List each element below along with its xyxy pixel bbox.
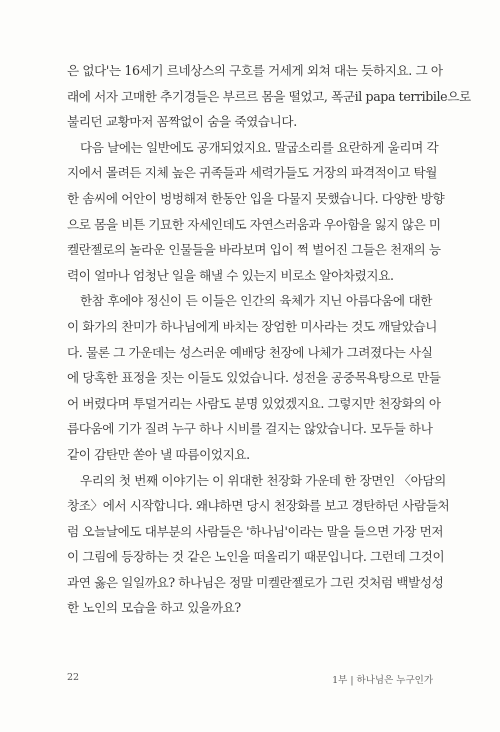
paragraph [67, 288, 441, 467]
text-line: 다음 날에는 일반에도 공개되었지요. 말굽소리를 요란하게 울리며 각 [80, 139, 439, 155]
text-line: 이 화가의 찬미가 하나님에게 바치는 장엄한 미사라는 것도 깨달았습니 [67, 318, 438, 334]
paragraph [67, 468, 450, 622]
text-line: 력이 얼마나 엄청난 일을 해낼 수 있는지 비로소 알아차렸지요. [67, 267, 394, 283]
running-head: 1부 | 하나님은 누구인가 [332, 675, 433, 686]
text-line: 같이 감탄만 쏟아 낼 따름이었지요. [67, 446, 250, 462]
text-line: 한 솜씨에 어안이 벙벙해져 한동안 입을 다물지 못했습니다. 다양한 방향 [67, 190, 445, 206]
text-line: 한참 후에야 정신이 든 이들은 인간의 육체가 지닌 아름다움에 대한 [80, 293, 432, 309]
text-line: 창조〉에서 시작합니다. 왜냐하면 당시 천장화를 보고 경탄하던 사람들처 [67, 498, 450, 514]
text-line: 이 그림에 등장하는 것 같은 노인을 떠올리기 때문입니다. 그런데 그것이 [67, 549, 445, 565]
text-line: 켈란젤로의 놀라운 인물들을 바라보며 입이 쩍 벌어진 그들은 천재의 능 [67, 242, 441, 258]
text-line: 으로 몸을 비튼 기묘한 자세인데도 자연스러움과 우아함을 잃지 않은 미 [67, 216, 441, 232]
text-line: 래에 서자 고매한 추기경들은 부르르 몸을 떨었고, 폭군il papa terribile으로 [67, 88, 471, 104]
text-line: 은 없다'는 16세기 르네상스의 구호를 거세게 외쳐 대는 듯하지요. 그 아 [67, 63, 443, 78]
paragraph [67, 135, 445, 289]
text-line: 럼 오늘날에도 대부분의 사람들은 '하나님'이라는 말을 들으면 가장 먼저 [67, 523, 444, 539]
text-line: 에 당혹한 표정을 짓는 이들도 있었습니다. 성전을 공중목욕탕으로 만들 [67, 370, 441, 386]
text-line: 름다움에 기가 질려 누구 하나 시비를 걸지는 않았습니다. 모두들 하나 [67, 421, 433, 437]
text-line: 과연 옳은 일일까요? 하나님은 정말 미켈란젤로가 그린 것처럼 백발성성 [67, 574, 444, 590]
text-line: 어 버렸다며 투덜거리는 사람도 분명 있었겠지요. 그렇지만 천장화의 아 [67, 395, 441, 411]
text-line: 다. 물론 그 가운데는 성스러운 예배당 천장에 나체가 그려졌다는 사실 [67, 344, 433, 360]
body-text [67, 58, 471, 621]
text-line: 우리의 첫 번째 이야기는 이 위대한 천장화 가운데 한 장면인 〈아담의 [80, 472, 446, 488]
text-line: 지에서 몰려든 지체 높은 귀족들과 세력가들도 거장의 파격적이고 탁월 [67, 165, 438, 181]
paragraph [67, 58, 471, 135]
page-number: 22 [67, 672, 80, 683]
text-line: 불리던 교황마저 꼼짝없이 숨을 죽였습니다. [67, 114, 297, 130]
page-footer [67, 672, 433, 688]
text-line: 한 노인의 모습을 하고 있을까요? [67, 600, 241, 616]
